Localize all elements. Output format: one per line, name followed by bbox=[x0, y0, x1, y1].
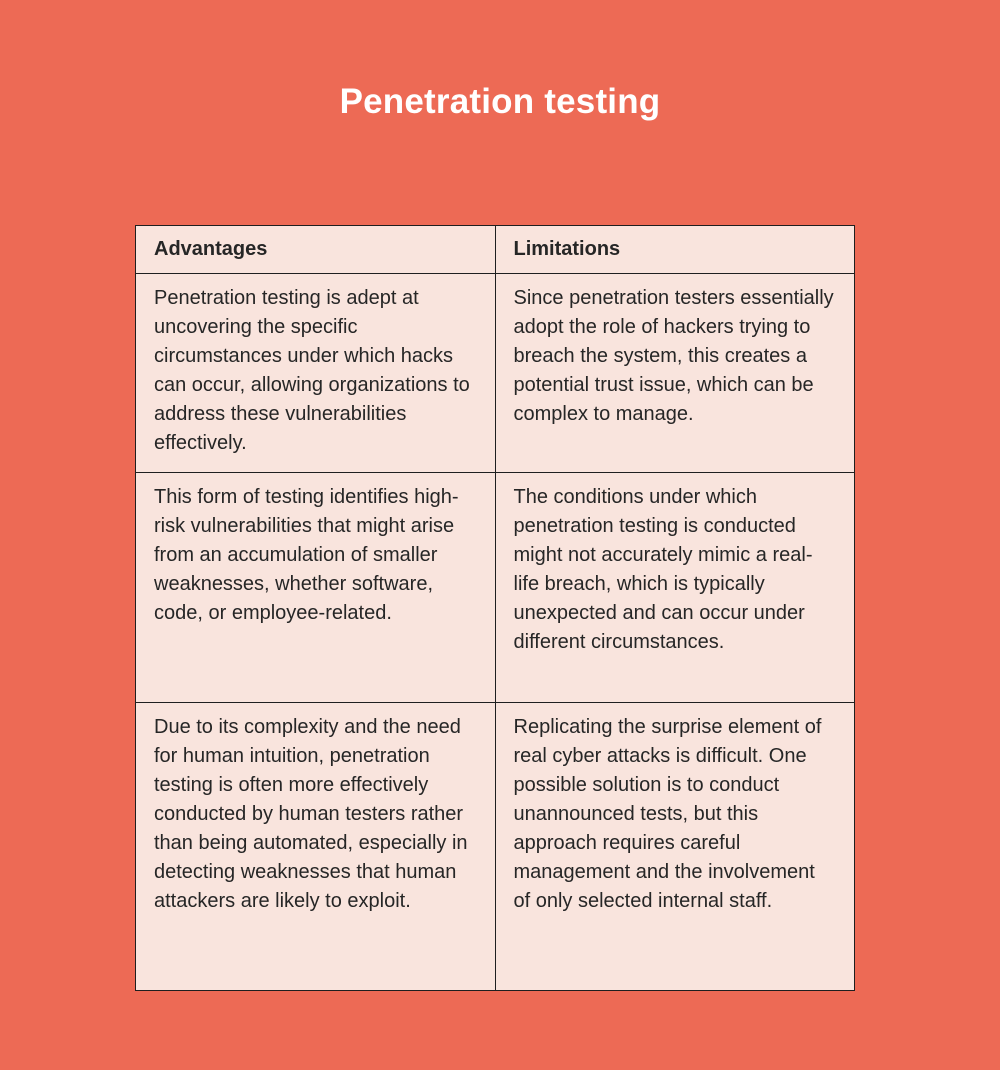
limitation-cell: Replicating the surprise element of real cyber attacks is difficult. One possible solution is to conduct unannounced tests, but this approach requires careful management and the involvement of only selected internal staff. bbox=[495, 703, 855, 991]
table-row bbox=[136, 703, 855, 991]
advantage-cell: Penetration testing is adept at uncovering the specific circumstances under which hacks can occur, allowing organizations to address these vulnerabilities effectively. bbox=[136, 274, 496, 473]
column-header-advantages: Advantages bbox=[136, 226, 496, 274]
advantages-limitations-table bbox=[135, 225, 855, 991]
table-body bbox=[136, 274, 855, 991]
page-title: Penetration testing bbox=[339, 82, 661, 121]
limitation-cell: Since penetration testers essentially adopt the role of hackers trying to breach the system, this creates a potential trust issue, which can be complex to manage. bbox=[495, 274, 855, 473]
table-row bbox=[136, 473, 855, 703]
advantage-cell: Due to its complexity and the need for human intuition, penetration testing is often more effectively conducted by human testers rather than being automated, especially in detecting weaknesses that human attackers are likely to exploit. bbox=[136, 703, 496, 991]
table-row bbox=[136, 274, 855, 473]
limitation-cell: The conditions under which penetration testing is conducted might not accurately mimic a real-life breach, which is typically unexpected and can occur under different circumstances. bbox=[495, 473, 855, 703]
table-header bbox=[136, 226, 855, 274]
column-header-limitations: Limitations bbox=[495, 226, 855, 274]
table-header-row bbox=[136, 226, 855, 274]
advantage-cell: This form of testing identifies high-risk vulnerabilities that might arise from an accumulation of smaller weaknesses, whether software, code, or employee-related. bbox=[136, 473, 496, 703]
